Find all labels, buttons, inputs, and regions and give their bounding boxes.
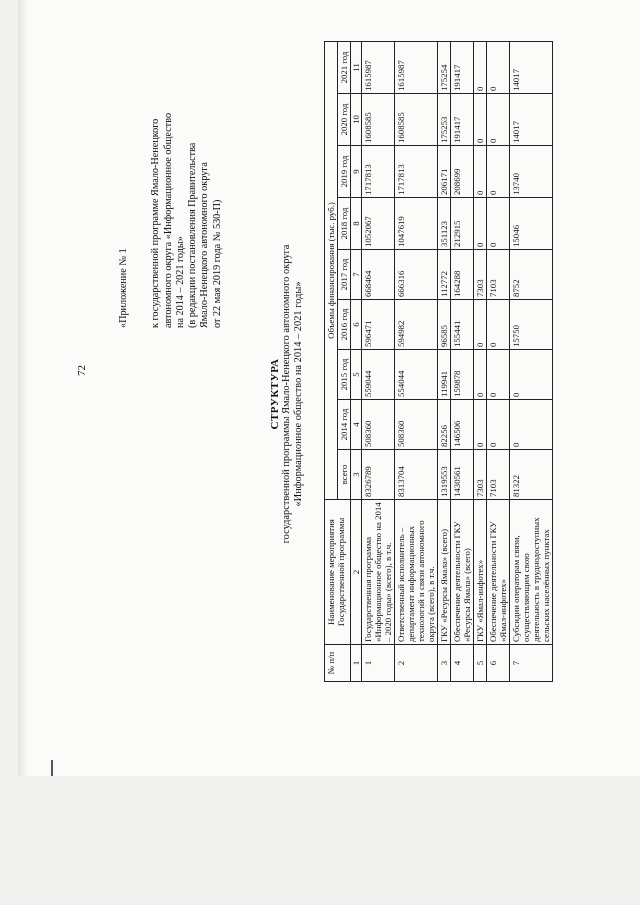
year-header: 2021 год	[338, 41, 351, 93]
table-body	[362, 41, 553, 681]
funding-value: 1615987	[395, 41, 438, 93]
table-row	[474, 41, 487, 681]
header-number: № п/п	[325, 645, 351, 682]
funding-value: 14017	[510, 41, 553, 93]
funding-value: 351123	[438, 198, 451, 250]
column-index-cell: 6	[351, 300, 362, 350]
year-header: всего	[338, 450, 351, 500]
header-funding-group: Объемы финансирования (тыс. руб.)	[325, 41, 338, 499]
funding-value: 175253	[438, 94, 451, 146]
document-heading	[269, 194, 306, 594]
heading-title: СТРУКТУРА	[269, 358, 281, 430]
funding-value: 559044	[362, 350, 395, 400]
column-index-cell: 4	[351, 400, 362, 450]
annex-line: (в редакции постановления Правительства	[187, 142, 199, 328]
funding-value: 1717813	[395, 146, 438, 198]
row-number: 7	[510, 645, 553, 682]
funding-value: 0	[487, 300, 510, 350]
funding-value: 0	[474, 94, 487, 146]
funding-value: 81322	[510, 450, 553, 500]
funding-value: 0	[474, 41, 487, 93]
funding-value: 96585	[438, 300, 451, 350]
heading-line: государственной программы Ямало-Ненецкого автономного округа	[281, 244, 293, 544]
row-number: 1	[362, 645, 395, 682]
funding-value: 0	[487, 146, 510, 198]
funding-value: 1608585	[362, 94, 395, 146]
funding-value: 1047619	[395, 198, 438, 250]
row-number: 4	[451, 645, 474, 682]
row-number: 5	[474, 645, 487, 682]
funding-value: 596471	[362, 300, 395, 350]
column-index-cell: 8	[351, 198, 362, 250]
funding-value: 175254	[438, 41, 451, 93]
funding-value: 1052067	[362, 198, 395, 250]
column-index-cell: 1	[351, 645, 362, 682]
column-index-cell: 2	[351, 500, 362, 645]
table-row	[451, 41, 474, 681]
funding-value: 208699	[451, 146, 474, 198]
funding-value: 14017	[510, 94, 553, 146]
annex-title: «Приложение № 1	[118, 248, 129, 328]
funding-value: 0	[510, 350, 553, 400]
funding-value: 1717813	[362, 146, 395, 198]
funding-value: 554044	[395, 350, 438, 400]
column-index-cell: 11	[351, 41, 362, 93]
funding-value: 112772	[438, 250, 451, 300]
scanned-page	[18, 0, 640, 776]
funding-value: 508360	[362, 400, 395, 450]
heading-line: «Информационное общество на 2014 – 2021 годы»	[293, 281, 305, 507]
funding-value: 206171	[438, 146, 451, 198]
funding-value: 7103	[487, 450, 510, 500]
funding-value: 1608585	[395, 94, 438, 146]
funding-value: 0	[487, 94, 510, 146]
row-name: Обеспечение деятельности ГКУ «Ямал-инфотех»	[487, 500, 510, 645]
annex-block	[118, 28, 224, 328]
funding-value: 0	[510, 400, 553, 450]
row-name: ГКУ «Ресурсы Ямала» (всего)	[438, 500, 451, 645]
table-row	[438, 41, 451, 681]
funding-value: 594982	[395, 300, 438, 350]
row-name: Ответственный исполнитель – департамент информационных технологий и связи автономного округа (всего), в т.ч.	[395, 500, 438, 645]
year-header: 2014 год	[338, 400, 351, 450]
scan-edge-mark	[51, 760, 53, 776]
funding-value: 0	[474, 146, 487, 198]
funding-value: 668464	[362, 250, 395, 300]
funding-value: 0	[474, 350, 487, 400]
funding-value: 0	[474, 198, 487, 250]
row-name: ГКУ «Ямал-инфотех»	[474, 500, 487, 645]
year-header: 2017 год	[338, 250, 351, 300]
annex-line: от 22 мая 2019 года № 530-П)	[211, 199, 223, 328]
funding-value: 0	[487, 400, 510, 450]
table-row	[510, 41, 553, 681]
year-header: 2015 год	[338, 350, 351, 400]
funding-value: 191417	[451, 41, 474, 93]
funding-value: 8326789	[362, 450, 395, 500]
funding-value: 15750	[510, 300, 553, 350]
funding-value: 0	[474, 300, 487, 350]
row-number: 2	[395, 645, 438, 682]
funding-value: 15046	[510, 198, 553, 250]
column-index-cell: 5	[351, 350, 362, 400]
table-row	[487, 41, 510, 681]
row-name: Государственная программа «Информационное общество на 2014 – 2020 годы» (всего), в т.ч.	[362, 500, 395, 645]
annex-line: Ямало-Ненецкого автономного округа	[199, 162, 211, 328]
header-name: Наименование мероприятия Государственной программы	[325, 500, 351, 645]
table-row	[362, 41, 395, 681]
column-index-cell: 10	[351, 94, 362, 146]
funding-value: 1615987	[362, 41, 395, 93]
funding-table	[324, 41, 553, 682]
funding-value: 508360	[395, 400, 438, 450]
year-header: 2018 год	[338, 198, 351, 250]
table-row	[395, 41, 438, 681]
funding-value: 159878	[451, 350, 474, 400]
funding-value: 666316	[395, 250, 438, 300]
funding-value: 155441	[451, 300, 474, 350]
rotated-document	[76, 32, 586, 712]
funding-value: 1319553	[438, 450, 451, 500]
annex-line: к государственной программе Ямало-Ненецкого	[150, 118, 162, 328]
funding-value: 164288	[451, 250, 474, 300]
row-number: 3	[438, 645, 451, 682]
funding-value: 13740	[510, 146, 553, 198]
funding-value: 191417	[451, 94, 474, 146]
row-number: 6	[487, 645, 510, 682]
year-header: 2020 год	[338, 94, 351, 146]
column-index-cell: 9	[351, 146, 362, 198]
year-header: 2019 год	[338, 146, 351, 198]
annex-line: на 2014 – 2021 годы»	[174, 236, 186, 328]
funding-value: 8313704	[395, 450, 438, 500]
annex-line: автономного округа «Информационное общество	[162, 112, 174, 328]
funding-value: 0	[487, 350, 510, 400]
funding-value: 0	[474, 400, 487, 450]
row-name: Субсидии операторам связи, осуществляющим свою деятельность в труднодоступных сельских населённых пунктах	[510, 500, 553, 645]
funding-value: 212915	[451, 198, 474, 250]
funding-value: 8752	[510, 250, 553, 300]
row-name: Обеспечение деятельности ГКУ «Ресурсы Ямала» (всего)	[451, 500, 474, 645]
funding-value: 7103	[487, 250, 510, 300]
column-index-cell: 7	[351, 250, 362, 300]
funding-value: 7303	[474, 250, 487, 300]
funding-value: 82256	[438, 400, 451, 450]
column-index-cell: 3	[351, 450, 362, 500]
column-index-row	[351, 41, 362, 681]
funding-value: 0	[487, 198, 510, 250]
year-header: 2016 год	[338, 300, 351, 350]
funding-value: 0	[487, 41, 510, 93]
funding-value: 7303	[474, 450, 487, 500]
funding-value: 1430561	[451, 450, 474, 500]
page-number: 72	[76, 365, 88, 376]
funding-value: 119941	[438, 350, 451, 400]
funding-value: 146506	[451, 400, 474, 450]
